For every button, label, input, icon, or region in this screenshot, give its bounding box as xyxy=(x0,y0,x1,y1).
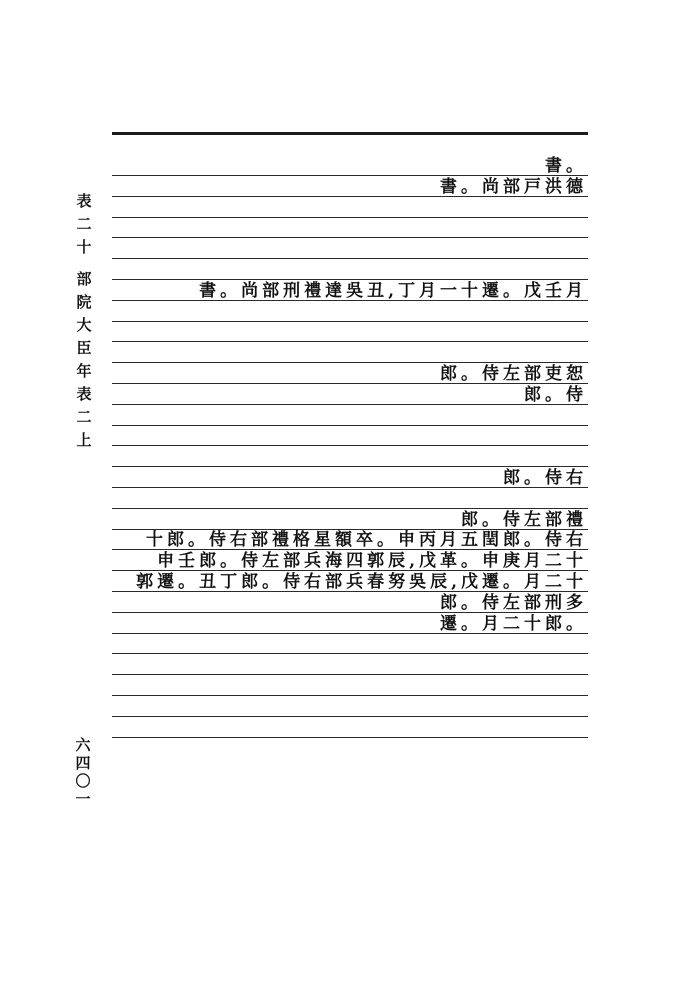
row-rule xyxy=(112,737,588,738)
table-title-label xyxy=(74,268,94,452)
row-rule xyxy=(112,217,588,218)
table-row-text: 書。尚部戸洪德 xyxy=(440,177,587,197)
table-row-text: 郭遷。丑丁郎。侍右部兵春努吳辰,戊遷。月二十 xyxy=(136,572,587,592)
row-rule xyxy=(112,341,588,342)
table-row-text: 郎。侍左部刑多 xyxy=(440,593,587,613)
char: 表 xyxy=(76,385,92,403)
table-row-text: 遷。月二十郎。 xyxy=(440,614,587,634)
char: 部 xyxy=(76,270,92,288)
row-rule xyxy=(112,321,588,322)
char: 〇 xyxy=(75,772,91,790)
row-rule xyxy=(112,404,588,405)
char: 臣 xyxy=(76,339,92,357)
char: 二 xyxy=(76,215,92,233)
char: 年 xyxy=(76,362,92,380)
table-row-text: 書。尚部刑禮達吳丑,丁月一十遷。戊壬月 xyxy=(199,281,587,301)
char: 一 xyxy=(75,790,91,808)
page-number xyxy=(72,736,94,808)
table-row-text: 申壬郎。侍左部兵海四郭辰,戊革。申庚月二十 xyxy=(157,551,587,571)
table-row-text: 郎。侍右 xyxy=(503,468,587,488)
table-row-text: 郎。侍左部吏恕 xyxy=(440,364,587,384)
row-rule xyxy=(112,237,588,238)
table-row-text: 郎。侍左部禮 xyxy=(461,510,587,530)
char: 院 xyxy=(76,293,92,311)
table-number-text xyxy=(74,190,94,259)
row-rule xyxy=(112,425,588,426)
char: 上 xyxy=(76,431,92,449)
char: 二 xyxy=(76,408,92,426)
row-rule xyxy=(112,716,588,717)
page-number-text xyxy=(72,736,94,808)
table-row-text: 十郎。侍右部禮格星額卒。申丙月五閏郎。侍右 xyxy=(146,530,587,550)
row-rule xyxy=(112,258,588,259)
table-top-border xyxy=(112,132,588,135)
row-rule xyxy=(112,695,588,696)
table-row-text: 郎。侍 xyxy=(524,385,587,405)
row-rule xyxy=(112,653,588,654)
char: 大 xyxy=(76,316,92,334)
char: 四 xyxy=(75,754,91,772)
row-rule xyxy=(112,445,588,446)
char: 十 xyxy=(76,238,92,256)
row-rule xyxy=(112,674,588,675)
table-row-text: 書。 xyxy=(545,156,587,176)
char: 六 xyxy=(75,736,91,754)
table-title-text xyxy=(74,268,94,452)
table-number-label xyxy=(74,190,94,259)
char: 表 xyxy=(76,192,92,210)
